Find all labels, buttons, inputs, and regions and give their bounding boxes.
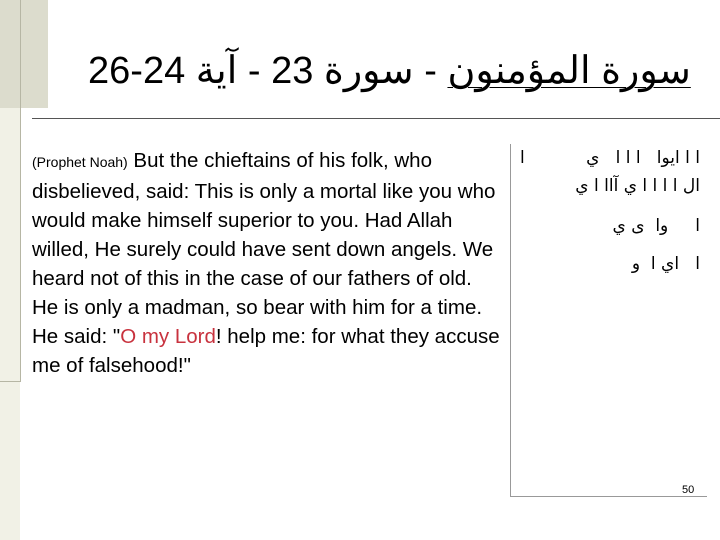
title-underline-rule	[32, 118, 720, 119]
title-separator: -	[413, 50, 448, 92]
slide-title	[88, 48, 691, 93]
arabic-marker: ا	[520, 148, 525, 168]
highlighted-phrase: O my Lord	[120, 325, 216, 348]
translation-text	[32, 146, 508, 380]
translation-sentence: But the chieftains of his folk, who disbelieved, said: This is only a mortal like you who would make himself superior to you. Had Allah willed, He surely could have sent down angels. We heard not of this in the case of our fathers of old.	[32, 149, 496, 290]
surah-word: سورة	[313, 50, 414, 92]
arabic-frame	[510, 144, 707, 497]
translation-paragraph	[32, 322, 508, 380]
arabic-line: ا ا ايوا ا ا ا ي	[586, 148, 700, 168]
margin-divider-vertical	[20, 0, 21, 382]
speaker-label: (Prophet Noah)	[32, 154, 128, 170]
corner-decoration	[0, 0, 48, 108]
translation-paragraph	[32, 146, 508, 293]
arabic-line: ال ا ا ا ا ي آاا ا ي	[575, 176, 700, 196]
title-separator: -	[237, 50, 272, 92]
margin-divider-horizontal	[0, 381, 20, 382]
page-number: 50	[682, 484, 695, 496]
surah-name: سورة المؤمنون	[447, 50, 691, 92]
ayah-word: آية	[185, 50, 238, 92]
translation-paragraph: He is only a madman, so bear with him for a time.	[32, 296, 483, 319]
translation-sentence: He said: "	[32, 325, 121, 348]
arabic-line: ا اي ا و	[631, 254, 700, 274]
surah-number: 23	[271, 50, 314, 92]
translation-sentence: ! help me: for what they accuse me of falsehood!"	[32, 325, 500, 377]
arabic-line: ا وا ى ي	[612, 216, 700, 236]
ayah-range: 24-26	[88, 50, 186, 92]
